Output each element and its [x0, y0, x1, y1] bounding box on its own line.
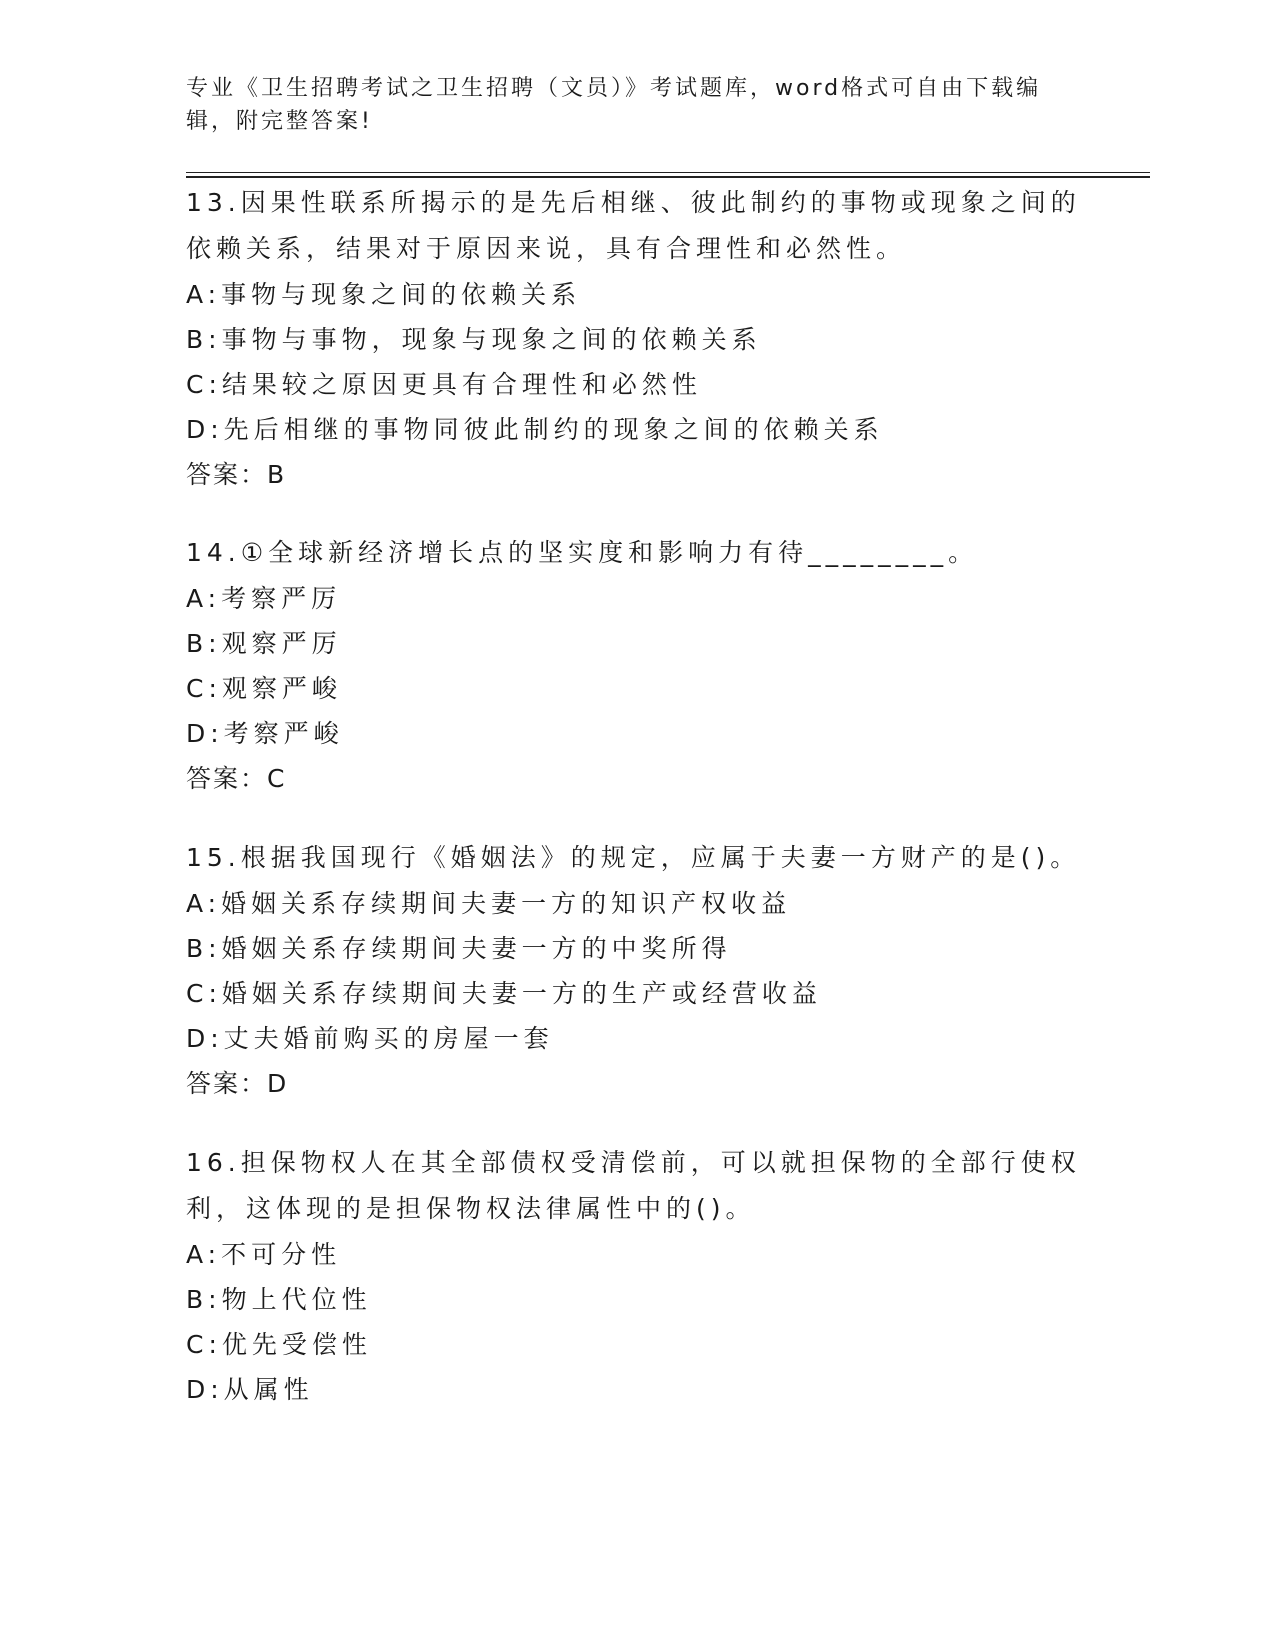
- option-d: D:考察严峻: [186, 719, 344, 748]
- option-b: B:物上代位性: [186, 1285, 372, 1314]
- question-13: [186, 180, 1086, 497]
- question-stem: 15.根据我国现行《婚姻法》的规定，应属于夫妻一方财产的是()。: [186, 843, 1081, 872]
- option-a: A:不可分性: [186, 1240, 342, 1269]
- header-rule-top: [186, 172, 1150, 173]
- question-stem: 14.①全球新经济增长点的坚实度和影响力有待________。: [186, 538, 979, 567]
- option-d: D:先后相继的事物同彼此制约的现象之间的依赖关系: [186, 415, 884, 444]
- option-a: A:事物与现象之间的依赖关系: [186, 280, 582, 309]
- option-c: C:观察严峻: [186, 674, 342, 703]
- question-16: [186, 1140, 1086, 1412]
- answer: 答案：B: [186, 460, 287, 489]
- option-a: A:婚姻关系存续期间夫妻一方的知识产权收益: [186, 889, 792, 918]
- option-d: D:丈夫婚前购买的房屋一套: [186, 1024, 554, 1053]
- option-b: B:事物与事物，现象与现象之间的依赖关系: [186, 325, 762, 354]
- question-stem: 13.因果性联系所揭示的是先后相继、彼此制约的事物或现象之间的依赖关系，结果对于原因来说，具有合理性和必然性。: [186, 188, 1081, 263]
- option-c: C:婚姻关系存续期间夫妻一方的生产或经营收益: [186, 979, 822, 1008]
- option-c: C:优先受偿性: [186, 1330, 372, 1359]
- question-15: [186, 835, 1086, 1106]
- header-rule-bottom: [186, 176, 1150, 178]
- question-14: [186, 530, 1086, 801]
- option-d: D:从属性: [186, 1375, 314, 1404]
- option-b: B:观察严厉: [186, 629, 342, 658]
- answer: 答案：C: [186, 764, 287, 793]
- option-a: A:考察严厉: [186, 584, 342, 613]
- document-header: 专业《卫生招聘考试之卫生招聘（文员）》考试题库，word格式可自由下载编辑，附完整答案!: [186, 76, 1042, 134]
- option-c: C:结果较之原因更具有合理性和必然性: [186, 370, 702, 399]
- question-stem: 16.担保物权人在其全部债权受清偿前，可以就担保物的全部行使权利，这体现的是担保物权法律属性中的()。: [186, 1148, 1081, 1223]
- answer: 答案：D: [186, 1069, 289, 1098]
- option-b: B:婚姻关系存续期间夫妻一方的中奖所得: [186, 934, 732, 963]
